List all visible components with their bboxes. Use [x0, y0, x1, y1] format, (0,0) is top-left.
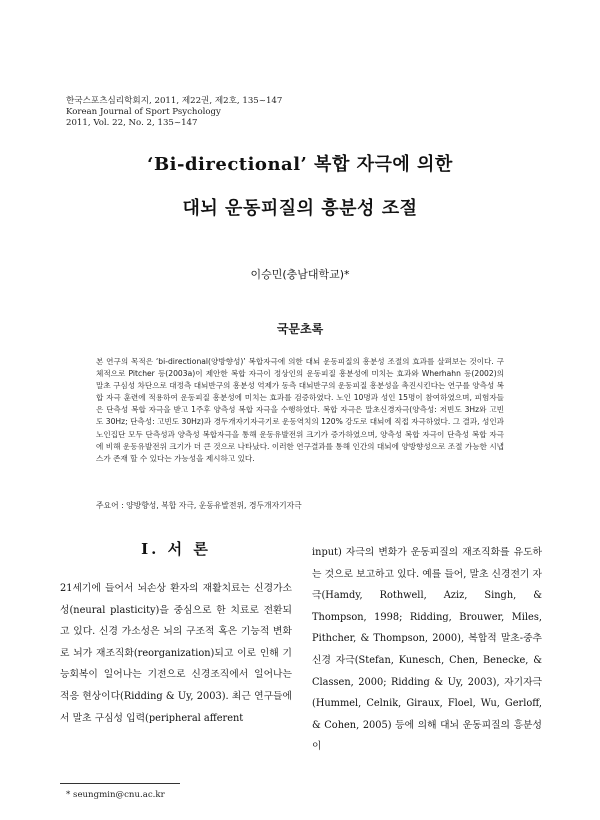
journal-line-english: Korean Journal of Sport Psychology	[66, 107, 221, 117]
author-affiliation: 이승민(충남대학교)*	[250, 268, 350, 281]
keywords: 주요어 : 양방향성, 복합 자극, 운동유발전위, 경두개자기자극	[96, 501, 302, 510]
body-column-left: 21세기에 들어서 뇌손상 환자의 재활치료는 신경가소성(neural plasticity)을 중심으로 한 치료로 전환되고 있다. 신경 가소성은 뇌의 구조적 혹은 기능적 변화로 뇌가 재조직화(reorganization)되고 이로 인해 기능회복이 일어나는 기전으로 신경조직에서 일어나는 적응 현상이다(Ridding & Uy, 2003). 최근 연구들에서 말초 구심성 입력(peripheral afferent	[60, 583, 292, 724]
abstract-heading: 국문초록	[276, 322, 324, 336]
journal-line-volume: 2011, Vol. 22, No. 2, 135~147	[66, 118, 198, 128]
section-heading: I. 서 론	[141, 540, 211, 558]
footnote-email: * seungmin@cnu.ac.kr	[66, 790, 165, 800]
abstract-body: 본 연구의 목적은 ‘bi-directional(양방향성)’ 복합자극에 의한 대뇌 운동피질의 흥분성 조절의 효과를 살펴보는 것이다. 구체적으로 Pitcher 등(2003a)이 제안한 복합 자극이 정상인의 운동피질 흥분성에 미치는 효과와 Wherhahn 등(2002)의 말초 구심성 차단으로 대정측 대뇌반구의 흥분성 억제가 동측 대뇌반구의 운동피질 흥분성을 촉진시킨다는 연구를 양측성 복합 자극 훈련에 적용하여 운동피질 흥분성에 미치는 효과를 검증하였다. 노인 10명과 성인 15명이 참여하였으며, 피험자들은 단측성 복합 자극을 받고 1주후 양측성 복합 자극을 수행하였다. 복합 자극은 말초신경자극(양측성: 저빈도 3Hz와 고빈도 30Hz; 단측성: 고빈도 30Hz)과 경두개자기자극기로 운동역치의 120% 강도로 대뇌에 직접 자극하였다. 그 결과, 성인과 노인집단 모두 단측성과 양측성 복합자극을 통해 운동유발전위 크기가 증가하였으며, 양측성 복합 자극이 단측성 복합 자극에 비해 운동유발전위 크기가 더 큰 것으로 나타났다. 이러한 연구결과를 통해 인간의 대뇌에 양방향성으로 조절 가능한 시냅스가 존재 할 수 있다는 가능성을 제시하고 있다.	[96, 357, 504, 463]
paper-title-line-1: ‘Bi-directional’ 복합 자극에 의한	[147, 154, 453, 175]
journal-line-korean: 한국스포츠심리학회지, 2011, 제22권, 제2호, 135~147	[66, 96, 283, 106]
body-column-right: input) 자극의 변화가 운동피질의 재조직화를 유도하는 것으로 보고하고 있다. 예를 들어, 말초 신경전기 자극(Hamdy, Rothwell, Aziz, Singh, & Thompson, 1998; Ridding, Brouwer, Miles, Pithcher, & Thompson, 2000), 복합적 말초-중추 신경 자극(Stefan, Kunesch, Chen, Benecke, & Classen, 2000; Ridding & Uy, 2003), 자기자극(Hummel, Celnik, Giraux, Floel, Wu, Gerloff, & Cohen, 2005) 등에 의해 대뇌 운동피질의 흥분성이	[312, 547, 542, 753]
footnote-divider	[60, 783, 180, 784]
journal-header	[66, 96, 282, 129]
paper-title-line-2: 대뇌 운동피질의 흥분성 조절	[182, 198, 418, 219]
